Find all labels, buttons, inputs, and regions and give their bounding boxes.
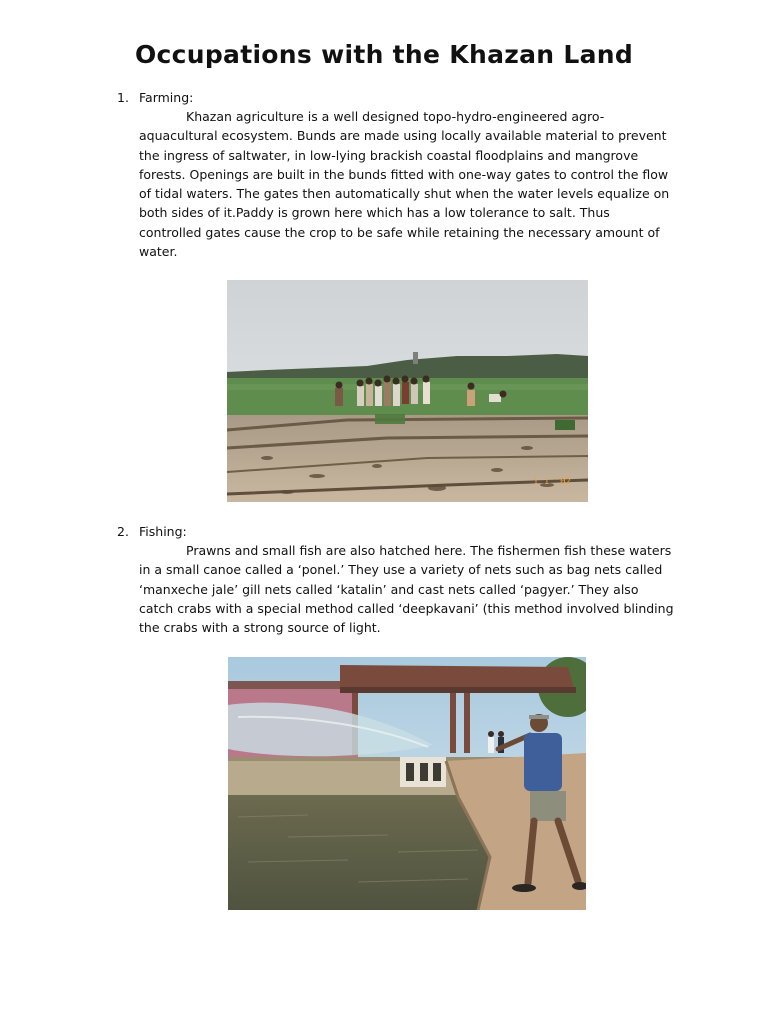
fishing-photo [228,657,586,910]
photo-date-stamp: 1 1 '02 [533,477,571,487]
section-fishing [117,522,677,637]
section-heading [117,522,677,541]
farming-photo [227,280,588,502]
section-number: 1. [117,90,129,105]
section-farming [117,88,677,261]
page-title: Occupations with the Khazan Land [134,40,634,69]
section-heading [117,88,677,107]
section-body: Prawns and small fish are also hatched here. The fishermen fish these waters in a small canoe called a ‘ponel.’ They use a variety of nets such as bag nets called ‘manxeche jale’ gill nets called ‘katalin’ and cast nets called ‘pagyer.’ They also catch crabs with a special method called ‘deepkavani’ (this method involved blinding the crabs with a strong source of light. [139,543,674,636]
section-body: Khazan agriculture is a well designed topo-hydro-engineered agro-aquacultural ecosystem. Bunds are made using locally available material to prevent the ingress of saltwater, in low-lying brackish coastal floodplains and mangrove forests. Openings are built in the bunds fitted with one-way gates to control the flow of tidal waters. The gates then automatically shut when the water levels equalize on both sides of it.Paddy is grown here which has a low tolerance to salt. Thus controlled gates cause the crop to be safe while retaining the necessary amount of water. [139,109,670,260]
section-label: Fishing: [139,524,187,539]
section-number: 2. [117,524,129,539]
section-label: Farming: [139,90,194,105]
